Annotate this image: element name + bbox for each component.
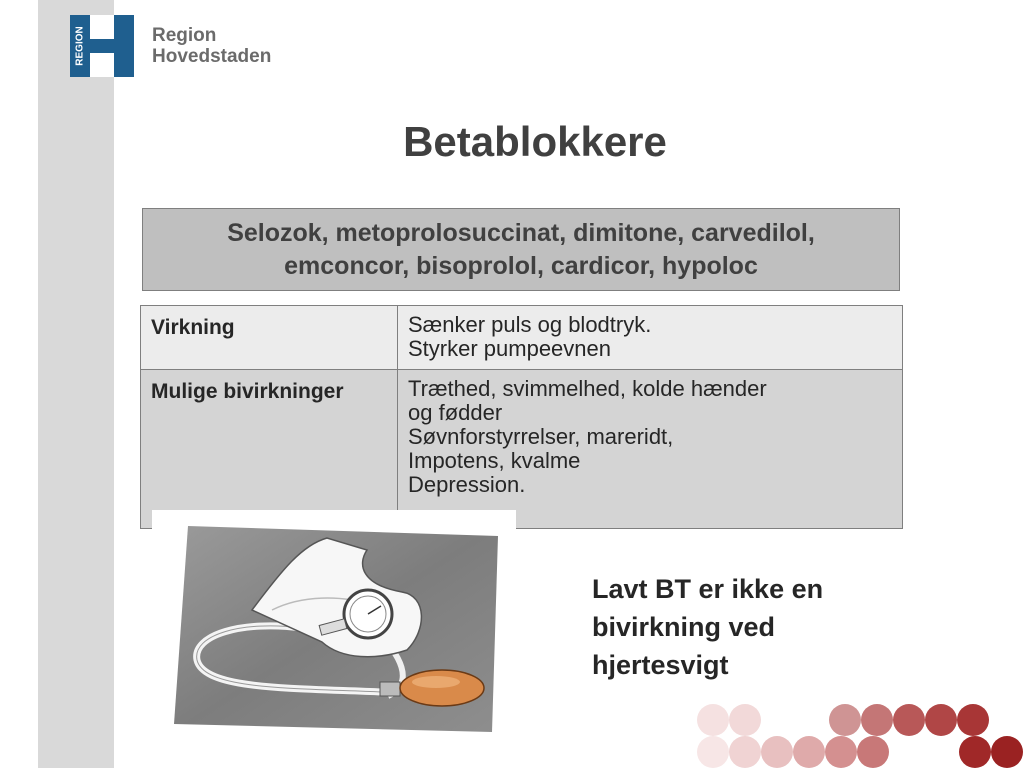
note-line-1: Lavt BT er ikke en <box>592 574 824 604</box>
note-line-3: hjertesvigt <box>592 650 729 680</box>
dots-row-top <box>697 704 989 736</box>
value-line: Depression. <box>408 472 526 497</box>
drug-names-line-1: Selozok, metoprolosuccinat, dimitone, carvedilol, <box>227 218 815 247</box>
page-title: Betablokkere <box>403 118 667 165</box>
value-line: og fødder <box>408 400 503 425</box>
table-row <box>141 370 903 529</box>
value-line: Træthed, svimmelhed, kolde hænder <box>408 376 767 401</box>
photo-frame <box>152 510 516 740</box>
blood-pressure-cuff-icon <box>152 510 516 740</box>
value-line: Søvnforstyrrelser, mareridt, <box>408 424 674 449</box>
drug-names-box <box>142 208 900 291</box>
value-line: Impotens, kvalme <box>408 448 581 473</box>
effects-table <box>140 305 903 529</box>
table-row <box>141 306 903 370</box>
value-line: Styrker pumpeevnen <box>408 336 611 361</box>
row-label: Mulige bivirkninger <box>141 370 398 529</box>
value-line: Sænker puls og blodtryk. <box>408 312 652 337</box>
dots-row-bottom <box>697 736 1023 768</box>
logo-mark-text: REGION <box>74 26 86 66</box>
note-line-2: bivirkning ved <box>592 612 776 642</box>
drug-names-line-2: emconcor, bisoprolol, cardicor, hypoloc <box>284 251 758 280</box>
logo-line-2: Hovedstaden <box>152 46 272 67</box>
logo-line-1: Region <box>152 25 217 46</box>
row-value <box>398 306 903 370</box>
note-text <box>592 570 892 684</box>
row-label: Virkning <box>141 306 398 370</box>
left-sidebar-band <box>38 0 114 768</box>
region-logo-icon <box>70 15 134 77</box>
row-value <box>398 370 903 529</box>
logo-text <box>152 25 271 67</box>
